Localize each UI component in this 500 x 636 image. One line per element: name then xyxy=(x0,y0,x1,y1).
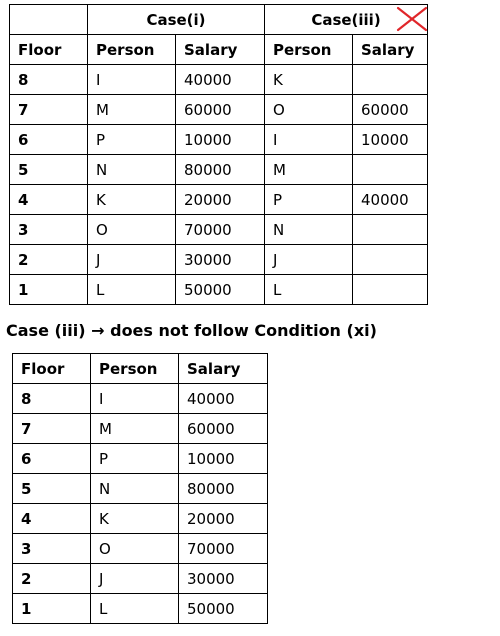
table-row xyxy=(10,95,428,125)
person-cell: J xyxy=(265,245,353,275)
person-cell: L xyxy=(265,275,353,305)
column-header: Floor xyxy=(13,354,91,384)
cross-icon xyxy=(395,5,429,33)
salary-cell: 60000 xyxy=(353,95,428,125)
salary-cell: 60000 xyxy=(176,95,265,125)
salary-cell: 40000 xyxy=(176,65,265,95)
case-iii-header-cell xyxy=(265,5,428,35)
table-row xyxy=(13,444,268,474)
salary-cell: 60000 xyxy=(179,414,268,444)
floor-cell: 5 xyxy=(10,155,88,185)
salary-cell: 70000 xyxy=(179,534,268,564)
salary-cell xyxy=(353,65,428,95)
person-cell: M xyxy=(88,95,176,125)
table-row xyxy=(10,185,428,215)
person-cell: K xyxy=(91,504,179,534)
salary-cell: 10000 xyxy=(176,125,265,155)
salary-cell xyxy=(353,275,428,305)
person-cell: K xyxy=(88,185,176,215)
floor-cell: 2 xyxy=(10,245,88,275)
person-cell: L xyxy=(88,275,176,305)
column-header: Salary xyxy=(179,354,268,384)
salary-cell: 50000 xyxy=(179,594,268,624)
salary-cell xyxy=(353,245,428,275)
column-header-row xyxy=(13,354,268,384)
person-cell: P xyxy=(88,125,176,155)
salary-cell: 40000 xyxy=(353,185,428,215)
column-header: Person xyxy=(91,354,179,384)
person-cell: O xyxy=(91,534,179,564)
case-i-result-table xyxy=(12,353,268,624)
salary-cell: 10000 xyxy=(179,444,268,474)
person-cell: P xyxy=(91,444,179,474)
person-cell: P xyxy=(265,185,353,215)
corner-cell xyxy=(10,5,88,35)
floor-cell: 6 xyxy=(10,125,88,155)
case-comparison-table xyxy=(9,4,428,305)
person-cell: I xyxy=(88,65,176,95)
floor-cell: 4 xyxy=(13,504,91,534)
salary-cell xyxy=(353,215,428,245)
person-cell: O xyxy=(88,215,176,245)
table-row xyxy=(10,215,428,245)
salary-cell: 70000 xyxy=(176,215,265,245)
floor-cell: 8 xyxy=(13,384,91,414)
column-header-row xyxy=(10,35,428,65)
person-cell: J xyxy=(88,245,176,275)
table-row xyxy=(10,125,428,155)
floor-cell: 6 xyxy=(13,444,91,474)
table-row xyxy=(13,534,268,564)
person-cell: N xyxy=(88,155,176,185)
floor-cell: 1 xyxy=(10,275,88,305)
table-row xyxy=(10,245,428,275)
salary-cell: 30000 xyxy=(176,245,265,275)
floor-cell: 3 xyxy=(13,534,91,564)
person-cell: M xyxy=(91,414,179,444)
salary-cell: 20000 xyxy=(179,504,268,534)
floor-cell: 4 xyxy=(10,185,88,215)
column-header: Salary xyxy=(176,35,265,65)
salary-cell xyxy=(353,155,428,185)
person-cell: L xyxy=(91,594,179,624)
salary-cell: 10000 xyxy=(353,125,428,155)
salary-cell: 50000 xyxy=(176,275,265,305)
person-cell: I xyxy=(91,384,179,414)
table-row xyxy=(13,414,268,444)
case-header-row xyxy=(10,5,428,35)
salary-cell: 30000 xyxy=(179,564,268,594)
person-cell: N xyxy=(91,474,179,504)
table-row xyxy=(13,474,268,504)
condition-note: Case (iii) → does not follow Condition (xi) xyxy=(6,321,377,340)
floor-cell: 8 xyxy=(10,65,88,95)
floor-cell: 7 xyxy=(10,95,88,125)
table-row xyxy=(13,504,268,534)
salary-cell: 20000 xyxy=(176,185,265,215)
column-header: Salary xyxy=(353,35,428,65)
salary-cell: 40000 xyxy=(179,384,268,414)
person-cell: I xyxy=(265,125,353,155)
table-row xyxy=(13,594,268,624)
column-header: Person xyxy=(88,35,176,65)
floor-cell: 3 xyxy=(10,215,88,245)
floor-cell: 1 xyxy=(13,594,91,624)
table-row xyxy=(10,275,428,305)
table-row xyxy=(10,155,428,185)
salary-cell: 80000 xyxy=(179,474,268,504)
column-header: Floor xyxy=(10,35,88,65)
case-iii-header: Case(iii) xyxy=(311,10,381,29)
column-header: Person xyxy=(265,35,353,65)
case-i-header: Case(i) xyxy=(88,5,265,35)
person-cell: N xyxy=(265,215,353,245)
table-row xyxy=(13,564,268,594)
salary-cell: 80000 xyxy=(176,155,265,185)
floor-cell: 2 xyxy=(13,564,91,594)
person-cell: J xyxy=(91,564,179,594)
floor-cell: 7 xyxy=(13,414,91,444)
table-row xyxy=(10,65,428,95)
person-cell: O xyxy=(265,95,353,125)
person-cell: M xyxy=(265,155,353,185)
floor-cell: 5 xyxy=(13,474,91,504)
table-row xyxy=(13,384,268,414)
person-cell: K xyxy=(265,65,353,95)
